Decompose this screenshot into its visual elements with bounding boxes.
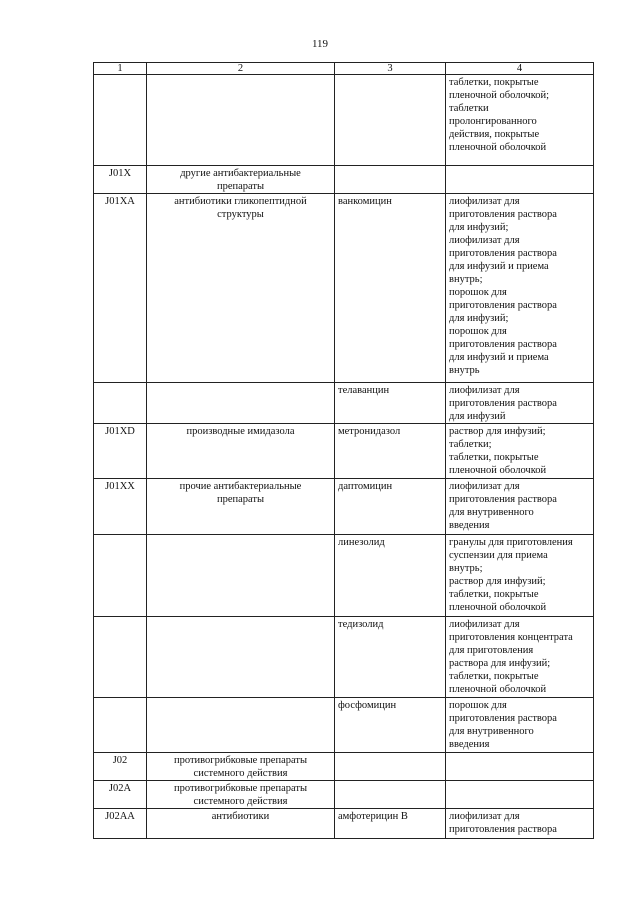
dosage-forms-cell: лиофилизат для приготовления концентрата для приготовления раствора для инфузий; таблетки, покрытые пленочной оболочкой bbox=[446, 617, 594, 698]
table-row bbox=[94, 383, 594, 424]
atc-code-cell bbox=[94, 617, 147, 698]
drug-name-cell bbox=[335, 753, 446, 781]
group-cell bbox=[147, 698, 335, 753]
atc-code-cell: J02AA bbox=[94, 809, 147, 839]
dosage-forms-cell: лиофилизат для приготовления раствора для внутривенного введения bbox=[446, 479, 594, 535]
table-row bbox=[94, 698, 594, 753]
group-cell: антибиотики гликопептидной структуры bbox=[147, 194, 335, 383]
dosage-forms-cell: лиофилизат для приготовления раствора для инфузий; лиофилизат для приготовления раствора для инфузий и приема внутрь; порошок для приготовления раствора для инфузий; порошок для приготовления раствора для инфузий и приема внутрь bbox=[446, 194, 594, 383]
group-cell bbox=[147, 383, 335, 424]
atc-code-cell: J02 bbox=[94, 753, 147, 781]
atc-code-cell bbox=[94, 698, 147, 753]
drug-name-cell bbox=[335, 75, 446, 166]
group-cell bbox=[147, 535, 335, 617]
group-cell bbox=[147, 75, 335, 166]
drug-name-cell bbox=[335, 166, 446, 194]
atc-code-cell: J02A bbox=[94, 781, 147, 809]
column-number: 1 bbox=[94, 63, 147, 75]
dosage-forms-cell bbox=[446, 166, 594, 194]
group-cell: противогрибковые препараты системного действия bbox=[147, 753, 335, 781]
drug-name-cell: тедизолид bbox=[335, 617, 446, 698]
atc-code-cell: J01XX bbox=[94, 479, 147, 535]
dosage-forms-cell: таблетки, покрытые пленочной оболочкой; таблетки пролонгированного действия, покрытые пленочной оболочкой bbox=[446, 75, 594, 166]
dosage-forms-cell: гранулы для приготовления суспензии для приема внутрь; раствор для инфузий; таблетки, покрытые пленочной оболочкой bbox=[446, 535, 594, 617]
table-row bbox=[94, 424, 594, 479]
atc-code-cell bbox=[94, 535, 147, 617]
column-number: 4 bbox=[446, 63, 594, 75]
group-cell: другие антибактериальные препараты bbox=[147, 166, 335, 194]
table-row bbox=[94, 166, 594, 194]
group-cell: производные имидазола bbox=[147, 424, 335, 479]
drug-name-cell: амфотерицин В bbox=[335, 809, 446, 839]
page-number: 119 bbox=[311, 38, 329, 50]
dosage-forms-cell bbox=[446, 781, 594, 809]
atc-code-cell bbox=[94, 383, 147, 424]
atc-code-cell: J01X bbox=[94, 166, 147, 194]
group-cell: противогрибковые препараты системного действия bbox=[147, 781, 335, 809]
atc-code-cell: J01XA bbox=[94, 194, 147, 383]
dosage-forms-cell: раствор для инфузий; таблетки; таблетки, покрытые пленочной оболочкой bbox=[446, 424, 594, 479]
column-number: 3 bbox=[335, 63, 446, 75]
drug-name-cell: линезолид bbox=[335, 535, 446, 617]
drug-table bbox=[93, 62, 594, 839]
group-cell bbox=[147, 617, 335, 698]
drug-name-cell: даптомицин bbox=[335, 479, 446, 535]
table-row bbox=[94, 617, 594, 698]
drug-name-cell: ванкомицин bbox=[335, 194, 446, 383]
dosage-forms-cell: лиофилизат для приготовления раствора для инфузий bbox=[446, 383, 594, 424]
table-row bbox=[94, 479, 594, 535]
dosage-forms-cell: порошок для приготовления раствора для внутривенного введения bbox=[446, 698, 594, 753]
table-row bbox=[94, 753, 594, 781]
group-cell: прочие антибактериальные препараты bbox=[147, 479, 335, 535]
drug-name-cell: фосфомицин bbox=[335, 698, 446, 753]
drug-name-cell bbox=[335, 781, 446, 809]
column-number-row bbox=[94, 63, 594, 75]
group-cell: антибиотики bbox=[147, 809, 335, 839]
atc-code-cell bbox=[94, 75, 147, 166]
table-row bbox=[94, 75, 594, 166]
drug-name-cell: метронидазол bbox=[335, 424, 446, 479]
table-row bbox=[94, 535, 594, 617]
column-number: 2 bbox=[147, 63, 335, 75]
table-row bbox=[94, 194, 594, 383]
table-row bbox=[94, 809, 594, 839]
dosage-forms-cell: лиофилизат для приготовления раствора bbox=[446, 809, 594, 839]
atc-code-cell: J01XD bbox=[94, 424, 147, 479]
dosage-forms-cell bbox=[446, 753, 594, 781]
table-row bbox=[94, 781, 594, 809]
drug-name-cell: телаванцин bbox=[335, 383, 446, 424]
